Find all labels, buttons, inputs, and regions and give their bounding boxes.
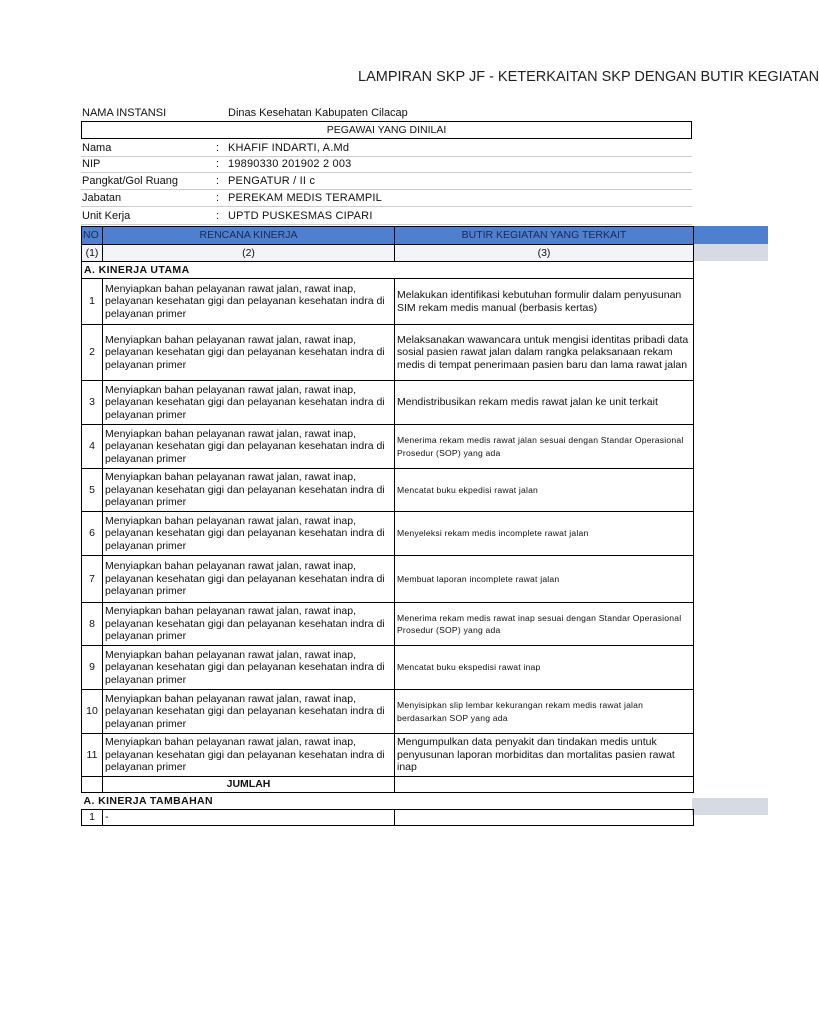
row-no: 11 bbox=[82, 734, 103, 777]
butir-kegiatan-cell: Menyeleksi rekam medis incomplete rawat jalan bbox=[395, 512, 694, 556]
rencana-kinerja-cell: Menyiapkan bahan pelayanan rawat jalan, rawat inap, pelayanan kesehatan gigi dan pelayanan kesehatan indra di pelayanan primer bbox=[103, 556, 395, 603]
table-header-row bbox=[82, 227, 694, 245]
table-row bbox=[82, 425, 694, 469]
identity-row bbox=[81, 190, 692, 207]
section-kinerja-utama bbox=[82, 262, 694, 279]
jumlah-value bbox=[395, 777, 694, 793]
skp-table bbox=[81, 226, 694, 826]
butir-kegiatan-cell: Menerima rekam medis rawat inap sesuai dengan Standar Operasional Prosedur (SOP) yang ada bbox=[395, 603, 694, 646]
jumlah-label: JUMLAH bbox=[103, 777, 395, 793]
col-header-rencana: RENCANA KINERJA bbox=[103, 227, 395, 245]
col-number-3: (3) bbox=[395, 245, 694, 262]
row-no: 3 bbox=[82, 381, 103, 425]
butir-kegiatan-cell: Mencatat buku ekspedisi rawat inap bbox=[395, 646, 694, 690]
table-row bbox=[82, 512, 694, 556]
col-header-butir: BUTIR KEGIATAN YANG TERKAIT bbox=[395, 227, 694, 245]
table-row bbox=[82, 734, 694, 777]
jumlah-row bbox=[82, 777, 694, 793]
column-number-row bbox=[82, 245, 694, 262]
table-row bbox=[82, 556, 694, 603]
rencana-kinerja-cell: Menyiapkan bahan pelayanan rawat jalan, rawat inap, pelayanan kesehatan gigi dan pelayanan kesehatan indra di pelayanan primer bbox=[103, 381, 395, 425]
identity-row bbox=[81, 140, 692, 157]
butir-kegiatan-cell: Menerima rekam medis rawat jalan sesuai dengan Standar Operasional Prosedur (SOP) yang ada bbox=[395, 425, 694, 469]
butir-kegiatan-cell: Mendistribusikan rekam medis rawat jalan ke unit terkait bbox=[395, 381, 694, 425]
row-no: 9 bbox=[82, 646, 103, 690]
rencana-kinerja-cell: Menyiapkan bahan pelayanan rawat jalan, rawat inap, pelayanan kesehatan gigi dan pelayanan kesehatan indra di pelayanan primer bbox=[103, 425, 395, 469]
section-utama-label: A. KINERJA UTAMA bbox=[82, 262, 694, 279]
identity-row bbox=[81, 173, 692, 190]
identity-value: PENGATUR / II c bbox=[228, 175, 316, 187]
butir-kegiatan-cell: Melakukan identifikasi kebutuhan formulir dalam penyusunan SIM rekam medis manual (berbasis kertas) bbox=[395, 279, 694, 325]
butir-kegiatan-cell: Mengumpulkan data penyakit dan tindakan medis untuk penyusunan laporan morbiditas dan mortalitas pasien rawat inap bbox=[395, 734, 694, 777]
identity-colon: : bbox=[216, 192, 220, 204]
number-strip bbox=[692, 244, 768, 261]
identity-value: PEREKAM MEDIS TERAMPIL bbox=[228, 192, 382, 204]
table-row bbox=[82, 603, 694, 646]
row-no: 4 bbox=[82, 425, 103, 469]
identity-label: Unit Kerja bbox=[82, 210, 131, 222]
col-header-no: NO bbox=[82, 227, 103, 245]
identity-label: Nama bbox=[82, 142, 112, 154]
butir-kegiatan-cell: Membuat laporan incomplete rawat jalan bbox=[395, 556, 694, 603]
table-row bbox=[82, 325, 694, 381]
identity-row bbox=[81, 156, 692, 173]
tambahan-rencana: - bbox=[103, 810, 395, 826]
rencana-kinerja-cell: Menyiapkan bahan pelayanan rawat jalan, rawat inap, pelayanan kesehatan gigi dan pelayanan kesehatan indra di pelayanan primer bbox=[103, 279, 395, 325]
identity-colon: : bbox=[216, 158, 220, 170]
butir-kegiatan-cell: Mencatat buku ekpedisi rawat jalan bbox=[395, 469, 694, 512]
rencana-kinerja-cell: Menyiapkan bahan pelayanan rawat jalan, rawat inap, pelayanan kesehatan gigi dan pelayanan kesehatan indra di pelayanan primer bbox=[103, 734, 395, 777]
tambahan-no: 1 bbox=[82, 810, 103, 826]
tambahan-butir bbox=[395, 810, 694, 826]
row-no: 1 bbox=[82, 279, 103, 325]
rencana-kinerja-cell: Menyiapkan bahan pelayanan rawat jalan, rawat inap, pelayanan kesehatan gigi dan pelayanan kesehatan indra di pelayanan primer bbox=[103, 603, 395, 646]
pegawai-header: PEGAWAI YANG DINILAI bbox=[81, 121, 692, 139]
table-row bbox=[82, 469, 694, 512]
instansi-value: Dinas Kesehatan Kabupaten Cilacap bbox=[228, 107, 408, 119]
butir-kegiatan-cell: Menyisipkan slip lembar kekurangan rekam medis rawat jalan berdasarkan SOP yang ada bbox=[395, 690, 694, 734]
rencana-kinerja-cell: Menyiapkan bahan pelayanan rawat jalan, rawat inap, pelayanan kesehatan gigi dan pelayanan kesehatan indra di pelayanan primer bbox=[103, 690, 395, 734]
table-row bbox=[82, 279, 694, 325]
row-no: 2 bbox=[82, 325, 103, 381]
butir-kegiatan-cell: Melaksanakan wawancara untuk mengisi identitas pribadi data sosial pasien rawat jalan dalam rangka pelaksanaan rekam medis di tempat penerimaan pasien baru dan lama rawat jalan bbox=[395, 325, 694, 381]
row-no: 6 bbox=[82, 512, 103, 556]
page-title: LAMPIRAN SKP JF - KETERKAITAN SKP DENGAN BUTIR KEGIATAN bbox=[358, 69, 819, 85]
table-row bbox=[82, 381, 694, 425]
identity-colon: : bbox=[216, 175, 220, 187]
section-tambahan-label: A. KINERJA TAMBAHAN bbox=[82, 793, 694, 810]
rencana-kinerja-cell: Menyiapkan bahan pelayanan rawat jalan, rawat inap, pelayanan kesehatan gigi dan pelayanan kesehatan indra di pelayanan primer bbox=[103, 646, 395, 690]
identity-colon: : bbox=[216, 210, 220, 222]
identity-label: Pangkat/Gol Ruang bbox=[82, 175, 179, 187]
table-row bbox=[82, 690, 694, 734]
identity-colon: : bbox=[216, 142, 220, 154]
rencana-kinerja-cell: Menyiapkan bahan pelayanan rawat jalan, rawat inap, pelayanan kesehatan gigi dan pelayanan kesehatan indra di pelayanan primer bbox=[103, 469, 395, 512]
col-number-1: (1) bbox=[82, 245, 103, 262]
identity-label: NIP bbox=[82, 158, 101, 170]
jumlah-blank bbox=[82, 777, 103, 793]
rencana-kinerja-cell: Menyiapkan bahan pelayanan rawat jalan, rawat inap, pelayanan kesehatan gigi dan pelayanan kesehatan indra di pelayanan primer bbox=[103, 325, 395, 381]
identity-value: KHAFIF INDARTI, A.Md bbox=[228, 142, 350, 154]
tambahan-strip bbox=[692, 798, 768, 815]
section-kinerja-tambahan bbox=[82, 793, 694, 810]
identity-label: Jabatan bbox=[82, 192, 122, 204]
col-number-2: (2) bbox=[103, 245, 395, 262]
row-no: 8 bbox=[82, 603, 103, 646]
identity-value: 19890330 201902 2 003 bbox=[228, 158, 352, 170]
table-row bbox=[82, 646, 694, 690]
rencana-kinerja-cell: Menyiapkan bahan pelayanan rawat jalan, rawat inap, pelayanan kesehatan gigi dan pelayanan kesehatan indra di pelayanan primer bbox=[103, 512, 395, 556]
identity-row bbox=[81, 208, 692, 225]
row-no: 10 bbox=[82, 690, 103, 734]
instansi-label: NAMA INSTANSI bbox=[82, 107, 167, 119]
identity-value: UPTD PUSKESMAS CIPARI bbox=[228, 210, 373, 222]
row-no: 7 bbox=[82, 556, 103, 603]
tambahan-row bbox=[82, 810, 694, 826]
row-no: 5 bbox=[82, 469, 103, 512]
